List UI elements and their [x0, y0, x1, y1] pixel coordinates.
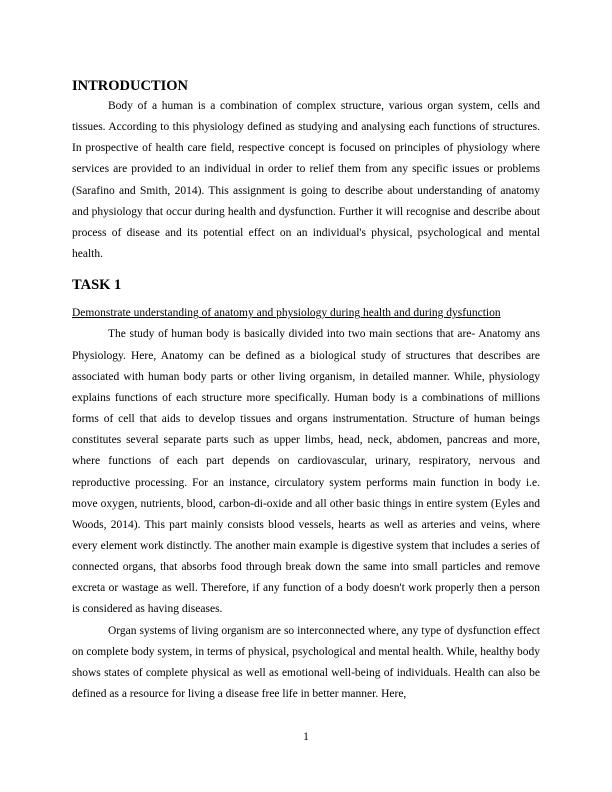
- introduction-paragraph: Body of a human is a combination of complex structure, various organ system, cells and tissues. According to this physiology defined as studying and analysing each functions of structures. In prospective of health care field, respective concept is focused on principles of physiology where services are provided to an individual in order to relief them from any specific issues or problems (Sarafino and Smith, 2014). This assignment is going to describe about understanding of anatomy and physiology that occur during health and dysfunction. Further it will recognise and describe about process of disease and its potential effect on an individual's physical, psychological and mental health.: [72, 100, 540, 261]
- task-1-heading: TASK 1: [72, 277, 122, 294]
- task-1-paragraph-2: Organ systems of living organism are so interconnected where, any type of dysfunction effect on complete body system, in terms of physical, psychological and mental health. While, healthy body shows states of complete physical as well as emotional well-being of individuals. Health can also be defined as a resource for living a disease free life in better manner. Here,: [72, 624, 540, 701]
- introduction-heading: INTRODUCTION: [72, 78, 189, 94]
- task-1-subtitle: Demonstrate understanding of anatomy and physiology during health and during dysfunction: [72, 307, 501, 320]
- page-number: 1: [303, 731, 309, 743]
- document-page: [72, 76, 540, 705]
- task-1-paragraph-1: The study of human body is basically divided into two main sections that are- Anatomy ans Physiology. Here, Anatomy can be defined as a biological study of structures that describes are associated with human body parts or other living organism, in detailed manner. While, physiology explains functions of each structure more specifically. Human body is a combinations of millions forms of cell that aids to develop tissues and organs instrumentation. Structure of human beings constitutes several separate parts such as upper limbs, head, neck, abdomen, pancreas and more, where functions of each part depends on cardiovascular, urinary, respiratory, nervous and reproductive processing. For an instance, circulatory system performs main function in body i.e. move oxygen, nutrients, blood, carbon-di-oxide and all other basic things in entire system (Eyles and Woods, 2014). This part mainly consists blood vessels, hearts as well as arteries and veins, where every element work distinctly. The another main example is digestive system that includes a series of connected organs, that absorbs food through break down the same into small particles and remove excreta or wastage as well. Therefore, if any function of a body doesn't work properly then a person is considered as having diseases.: [72, 328, 540, 616]
